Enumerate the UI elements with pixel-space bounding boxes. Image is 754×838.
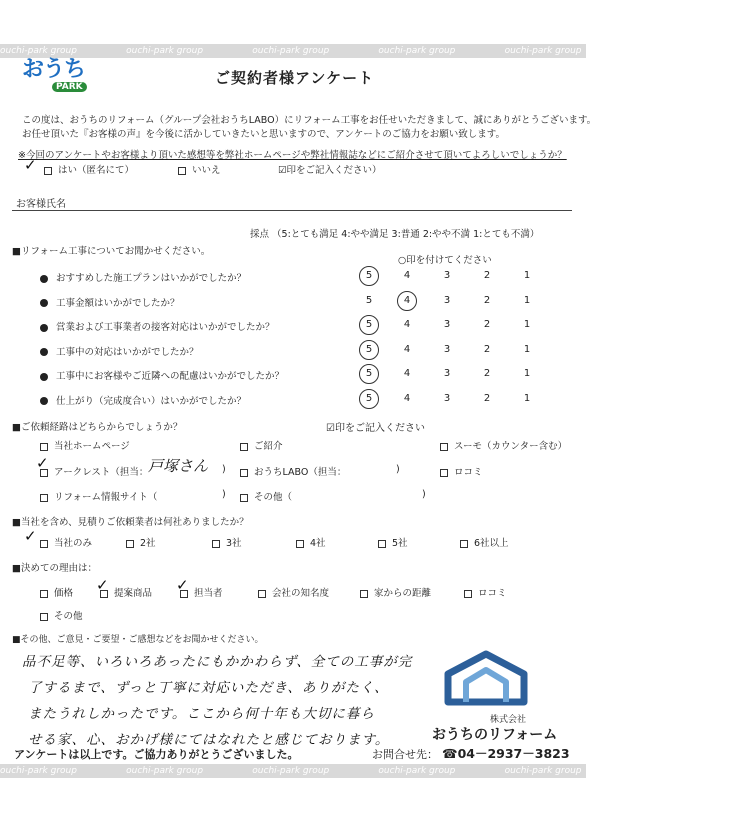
checkbox[interactable]: [464, 590, 472, 598]
estimate-option-5[interactable]: [378, 535, 408, 549]
checkbox[interactable]: [180, 590, 188, 598]
rating-question-text: 工事中にお客様やご近隣への配慮はいかがでしたか？: [56, 371, 285, 382]
rating-score-option[interactable]: 1: [523, 319, 531, 330]
rating-score-option[interactable]: 2: [483, 392, 491, 404]
rating-score-option[interactable]: 3: [443, 319, 451, 330]
checkbox[interactable]: [100, 590, 108, 598]
reason-option-price[interactable]: [40, 585, 73, 599]
checkbox[interactable]: [212, 540, 220, 548]
option-label: 当社のみ: [54, 538, 93, 549]
option-label: その他（: [254, 492, 293, 503]
watermark-text: ouchi-park group: [630, 46, 708, 56]
checkbox[interactable]: [178, 167, 186, 175]
customer-name-label: お客様氏名: [16, 199, 66, 210]
handwritten-staff-name: 戸塚さん: [148, 457, 209, 475]
contact-phone: ☎04－2937－3823: [442, 746, 570, 761]
paren-close: ): [222, 464, 226, 475]
selected-circle-mark: [397, 291, 417, 311]
rating-score-option[interactable]: 4: [403, 270, 411, 281]
check-mark: ✓: [24, 156, 37, 174]
estimate-option-6plus[interactable]: [460, 535, 509, 549]
rating-score-option[interactable]: 3: [443, 368, 451, 379]
reason-option-reputation[interactable]: [258, 585, 329, 599]
rating-question-text: 営業および工事業者の接客対応はいかがでしたか？: [56, 322, 275, 333]
rating-score-option[interactable]: 4: [403, 343, 411, 355]
rating-question: [40, 368, 284, 382]
rating-score-option[interactable]: 2: [483, 368, 491, 379]
option-label: 5社: [392, 538, 408, 549]
intro-line-2: お任せ頂いた『お客様の声』を今後に活かしていきたいと思いますので、アンケートのご協力をお願い致します。: [22, 129, 505, 140]
bullet-icon: [40, 373, 48, 381]
checkbox[interactable]: [240, 494, 248, 502]
option-label: 家からの距離: [374, 588, 432, 599]
rating-score-option[interactable]: 5: [365, 294, 373, 306]
option-label: ロコミ: [454, 467, 483, 478]
rating-legend: 採点 （5:とても満足 4:やや満足 3:普通 2:やや不満 1:とても不満）: [250, 229, 540, 240]
watermark-text: ouchi-park group: [126, 46, 204, 56]
reason-option-distance[interactable]: [360, 585, 431, 599]
option-label: ご紹介: [254, 441, 283, 452]
comments-section-heading: ■その他、ご意見・ご要望・ご感想などをお聞かせください。: [12, 635, 264, 645]
rating-score-option[interactable]: 5: [365, 319, 373, 330]
checkbox[interactable]: [126, 540, 134, 548]
estimate-option-2[interactable]: [126, 535, 156, 549]
checkbox[interactable]: [40, 613, 48, 621]
rating-score-option[interactable]: 4: [403, 319, 411, 330]
watermark-text: ouchi-park group: [378, 766, 456, 776]
bullet-icon: [40, 299, 48, 307]
logo-char: おうち: [22, 57, 86, 82]
route-option-arcrest[interactable]: [40, 464, 148, 478]
checkbox[interactable]: [44, 167, 52, 175]
rating-score-option[interactable]: 3: [443, 392, 451, 404]
watermark-text: ouchi-park group: [630, 766, 708, 776]
rating-score-option[interactable]: 2: [483, 319, 491, 330]
checkbox[interactable]: [258, 590, 266, 598]
rating-score-option[interactable]: 4: [403, 294, 411, 306]
rating-score-option[interactable]: 5: [365, 368, 373, 379]
route-option-ouchi-labo[interactable]: [240, 464, 346, 478]
bullet-icon: [40, 275, 48, 283]
rating-score-option[interactable]: 2: [483, 343, 491, 355]
rating-score-option[interactable]: 5: [365, 392, 373, 404]
check-mark: ✓: [24, 527, 37, 545]
bullet-icon: [40, 348, 48, 356]
watermark-text: ouchi-park group: [0, 766, 77, 776]
paren-close: ): [422, 489, 426, 500]
option-label: リフォーム情報サイト（: [54, 492, 158, 503]
checkbox[interactable]: [40, 443, 48, 451]
watermark-text: ouchi-park group: [252, 766, 330, 776]
route-option-reform-site[interactable]: [40, 489, 157, 503]
option-label: スーモ（カウンター含む）: [454, 441, 568, 452]
checkbox[interactable]: [460, 540, 468, 548]
route-note: ☑印をご記入ください: [326, 423, 425, 434]
selected-circle-mark: [359, 315, 379, 335]
estimate-option-only-us[interactable]: [40, 535, 92, 549]
rating-score-option[interactable]: 4: [403, 392, 411, 404]
checkbox[interactable]: [40, 469, 48, 477]
option-label: 3社: [226, 538, 242, 549]
checkbox[interactable]: [40, 590, 48, 598]
house-logo-icon: [442, 652, 530, 704]
watermark-text: ouchi-park group: [126, 766, 204, 776]
estimate-option-3[interactable]: [212, 535, 242, 549]
divider: [12, 210, 572, 211]
selected-circle-mark: [359, 364, 379, 384]
option-label: おうちLABO（担当：: [254, 467, 347, 478]
option-label: その他: [54, 611, 83, 622]
rating-score-option[interactable]: 5: [365, 343, 373, 355]
option-label: 提案商品: [114, 588, 153, 599]
rating-score-option[interactable]: 1: [523, 294, 531, 306]
rating-section-heading: ■リフォーム工事についてお聞かせください。: [12, 246, 211, 257]
footer-thanks: アンケートは以上です。ご協力ありがとうございました。: [14, 748, 299, 761]
rating-question: [40, 270, 246, 284]
rating-question: [40, 393, 246, 407]
rating-question: [40, 319, 275, 333]
watermark-text: ouchi-park group: [378, 46, 456, 56]
checkbox[interactable]: [296, 540, 304, 548]
reason-option-other[interactable]: [40, 608, 83, 622]
rating-score-option[interactable]: 1: [523, 392, 531, 404]
rating-hint: ○印を付けてください: [398, 255, 492, 266]
paren-close: ): [222, 489, 226, 500]
option-label: 2社: [140, 538, 156, 549]
consent-yes-label: はい（匿名にて）: [58, 165, 135, 176]
page-title: ご契約者様アンケート: [215, 69, 375, 87]
checkbox[interactable]: [240, 443, 248, 451]
watermark-text: ouchi-park group: [504, 766, 582, 776]
contact-label: お問合せ先：: [372, 748, 438, 761]
rating-score-option[interactable]: 1: [523, 368, 531, 379]
option-label: 4社: [310, 538, 326, 549]
rating-score-option[interactable]: 2: [483, 270, 491, 281]
watermark-band-top: [0, 44, 708, 58]
option-label: 6社以上: [474, 538, 509, 549]
selected-circle-mark: [359, 266, 379, 286]
reason-option-staff[interactable]: [180, 585, 223, 599]
rating-score-option[interactable]: 1: [523, 270, 531, 281]
rating-score-option[interactable]: 5: [365, 270, 373, 281]
route-option-homepage[interactable]: [40, 438, 130, 452]
rating-score-option[interactable]: 4: [403, 368, 411, 379]
selected-circle-mark: [359, 389, 379, 409]
checkbox[interactable]: [40, 494, 48, 502]
consent-yes-option[interactable]: [44, 162, 134, 176]
consent-question: ※今回のアンケートやお客様より頂いた感想等を弊社ホームページや弊社情報誌などにご紹介させて頂いてよろしいでしょうか？: [18, 150, 567, 161]
logo-word: [22, 58, 92, 82]
rating-score-option[interactable]: 3: [443, 270, 451, 281]
route-option-referral[interactable]: [240, 438, 283, 452]
rating-score-option[interactable]: 1: [523, 343, 531, 355]
watermark-text: ouchi-park group: [504, 46, 582, 56]
check-mark: ✓: [176, 576, 189, 594]
selected-circle-mark: [359, 340, 379, 360]
rating-question: [40, 295, 180, 309]
rating-score-option[interactable]: 2: [483, 294, 491, 306]
checkbox[interactable]: [240, 469, 248, 477]
rating-question-text: おすすめした施工プランはいかがでしたか？: [56, 273, 247, 284]
checkbox[interactable]: [378, 540, 386, 548]
comment-line: 了するまで、ずっと丁寧に対応いただき、ありがたく、: [28, 680, 389, 696]
option-label: 価格: [54, 588, 74, 599]
option-label: ロコミ: [478, 588, 507, 599]
consent-no-option[interactable]: [178, 162, 221, 176]
route-section-heading: ■ご依頼経路はどちらからでしょうか？: [12, 422, 183, 433]
paren-close: ): [396, 464, 400, 475]
checkbox[interactable]: [360, 590, 368, 598]
comment-line: またうれしかったです。ここから何十年も大切に暮ら: [28, 706, 375, 722]
option-label: 会社の知名度: [272, 588, 330, 599]
watermark-band-bottom: [0, 764, 708, 778]
option-label: アークレスト（担当：: [54, 467, 149, 478]
bullet-icon: [40, 324, 48, 332]
route-option-suumo[interactable]: [440, 438, 567, 452]
rating-score-option[interactable]: 3: [443, 294, 451, 306]
check-mark: ✓: [96, 576, 109, 594]
check-mark: ✓: [36, 454, 49, 472]
intro-line-1: この度は、おうちのリフォーム（グループ会社おうちLABO）にリフォーム工事をお任せいただきまして、誠にありがとうございます。: [22, 115, 597, 126]
consent-no-label: いいえ: [192, 165, 221, 176]
consent-note: ☑印をご記入ください）: [278, 165, 382, 176]
rating-question-text: 工事金額はいかがでしたか？: [56, 297, 180, 309]
route-option-word-of-mouth[interactable]: [440, 464, 483, 478]
company-name: おうちのリフォーム: [432, 727, 558, 743]
estimate-option-4[interactable]: [296, 535, 326, 549]
rating-question: [40, 344, 199, 358]
rating-score-option[interactable]: 3: [443, 343, 451, 355]
bullet-icon: [40, 397, 48, 405]
company-prefix: 株式会社: [490, 715, 527, 725]
watermark-text: ouchi-park group: [0, 46, 77, 56]
option-label: 当社ホームページ: [54, 441, 130, 452]
comment-line: せる家、心、おかげ様にてはなれたと感じております。: [28, 732, 390, 748]
reason-option-proposal[interactable]: [100, 585, 152, 599]
watermark-text: ouchi-park group: [252, 46, 330, 56]
logo-park-label: PARK: [52, 82, 87, 92]
checkbox[interactable]: [440, 469, 448, 477]
ouchi-park-logo: [22, 58, 92, 102]
estimates-section-heading: ■当社を含め、見積りご依頼業者は何社ありましたか？: [12, 517, 249, 528]
rating-question-text: 仕上がり（完成度合い）はいかがでしたか？: [56, 395, 247, 407]
option-label: 担当者: [194, 588, 223, 599]
reason-option-word-of-mouth[interactable]: [464, 585, 507, 599]
checkbox[interactable]: [440, 443, 448, 451]
route-option-other[interactable]: [240, 489, 292, 503]
rating-question-text: 工事中の対応はいかがでしたか？: [56, 346, 199, 358]
comment-line: 品不足等、いろいろあったにもかかわらず、全ての工事が完: [22, 654, 413, 670]
checkbox[interactable]: [40, 540, 48, 548]
reason-section-heading: ■決めての理由は：: [12, 563, 97, 574]
